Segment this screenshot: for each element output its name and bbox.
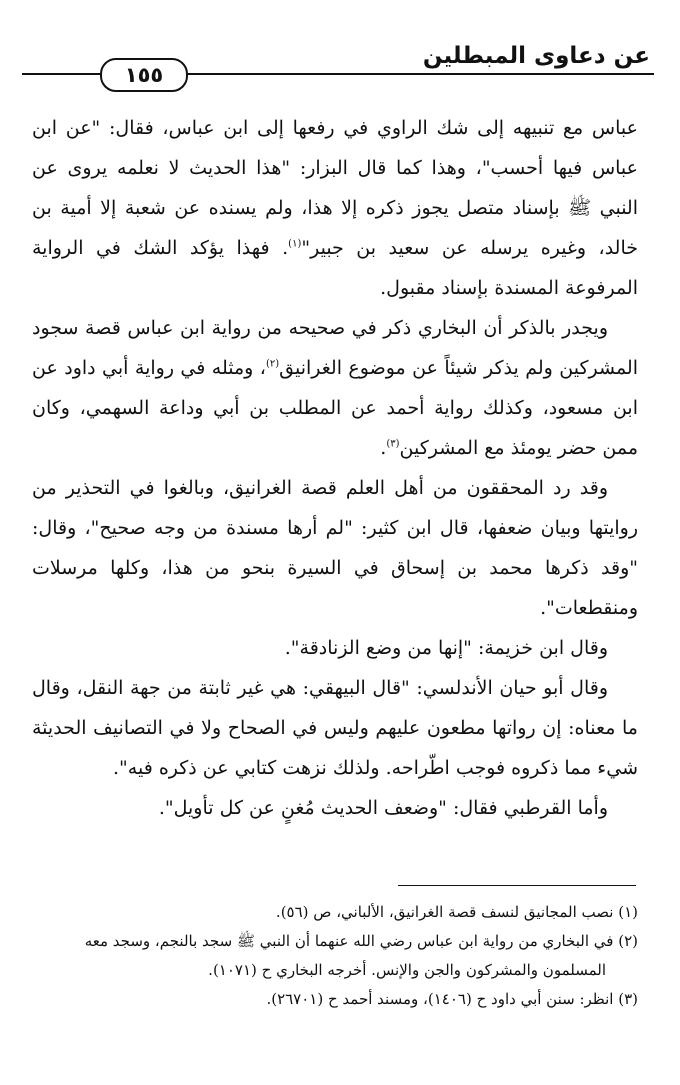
page-number: ١٥٥ bbox=[100, 58, 188, 92]
footnote-2 bbox=[32, 927, 638, 956]
footnote-ref-1[interactable]: (١) bbox=[288, 238, 302, 250]
page-header bbox=[22, 40, 654, 92]
footnote-ref-2[interactable]: (٢) bbox=[265, 358, 280, 370]
paragraph-text: ويجدر بالذكر أن البخاري ذكر في صحيحه من رواية ابن عباس قصة سجود المشركين ولم يذكر شيئاً عن موضوع الغرانيق bbox=[32, 317, 638, 379]
paragraph-2 bbox=[32, 308, 638, 468]
footnote-number: (٣) bbox=[618, 990, 638, 1008]
footnote-text: انظر: سنن أبي داود ح (١٤٠٦)، ومسند أحمد ح (٢٦٧٠١). bbox=[266, 990, 614, 1008]
paragraph-1 bbox=[32, 108, 638, 308]
paragraph-3: وقد رد المحققون من أهل العلم قصة الغرانيق، وبالغوا في التحذير من روايتها وبيان ضعفها، قال ابن كثير: "لم أرها مسندة من وجه صحيح"، وقال: "وقد ذكرها محمد بن إسحاق في السيرة بنحو من هذا، وكلها مرسلات ومنقطعات". bbox=[32, 477, 638, 619]
paragraph-text: ، ومثله في رواية أبي داود عن ابن مسعود، وكذلك رواية أحمد عن المطلب بن أبي وداعة السهمي، وكان ممن حضر يومئذ مع المشركين bbox=[32, 357, 638, 459]
footnote-number: (١) bbox=[618, 903, 638, 921]
footnote-number: (٢) bbox=[618, 932, 638, 950]
footnote-text: في البخاري من رواية ابن عباس رضي الله عنهما أن النبي ﷺ سجد بالنجم، وسجد معه bbox=[84, 932, 614, 950]
paragraph-text: عباس مع تنبيهه إلى شك الراوي في رفعها إلى ابن عباس، فقال: "عن ابن عباس فيها أحسب"، وهذا كما قال البزار: "هذا الحديث لا نعلمه يروى عن النبي ﷺ بإسناد متصل يجوز ذكره إلا هذا، ولم يسنده عن شعبة إلا أمية بن خالد، وغيره يرسله عن سعيد بن جبير" bbox=[32, 117, 638, 259]
paragraph-6: وأما القرطبي فقال: "وضعف الحديث مُغنٍ عن كل تأويل". bbox=[158, 797, 608, 819]
footnote-separator bbox=[398, 885, 636, 886]
footnote-2-continuation: المسلمون والمشركون والجن والإنس. أخرجه البخاري ح (١٠٧١). bbox=[208, 961, 606, 979]
paragraph-text: . فهذا يؤكد الشك في الرواية المرفوعة المسندة بإسناد مقبول. bbox=[32, 237, 638, 299]
paragraph-5: وقال أبو حيان الأندلسي: "قال البيهقي: هي غير ثابتة من جهة النقل، وقال ما معناه: إن رواتها مطعون عليهم وليس في الصحاح ولا في التصانيف الحديثة شيء مما ذكروه فوجب اطّراحه. ولذلك نزهت كتابي عن ذكره فيه". bbox=[32, 677, 638, 779]
paragraph-text: . bbox=[380, 437, 387, 459]
footnote-1 bbox=[32, 898, 638, 927]
paragraph-4: وقال ابن خزيمة: "إنها من وضع الزنادقة". bbox=[284, 637, 608, 659]
footnote-3 bbox=[32, 985, 638, 1014]
running-title: عن دعاوى المبطلين bbox=[415, 40, 650, 72]
main-text bbox=[32, 108, 638, 828]
footnote-text: نصب المجانيق لنسف قصة الغرانيق، الألباني، ص (٥٦). bbox=[275, 903, 614, 921]
footnotes bbox=[32, 898, 638, 1014]
footnote-ref-3[interactable]: (٣) bbox=[386, 438, 400, 450]
